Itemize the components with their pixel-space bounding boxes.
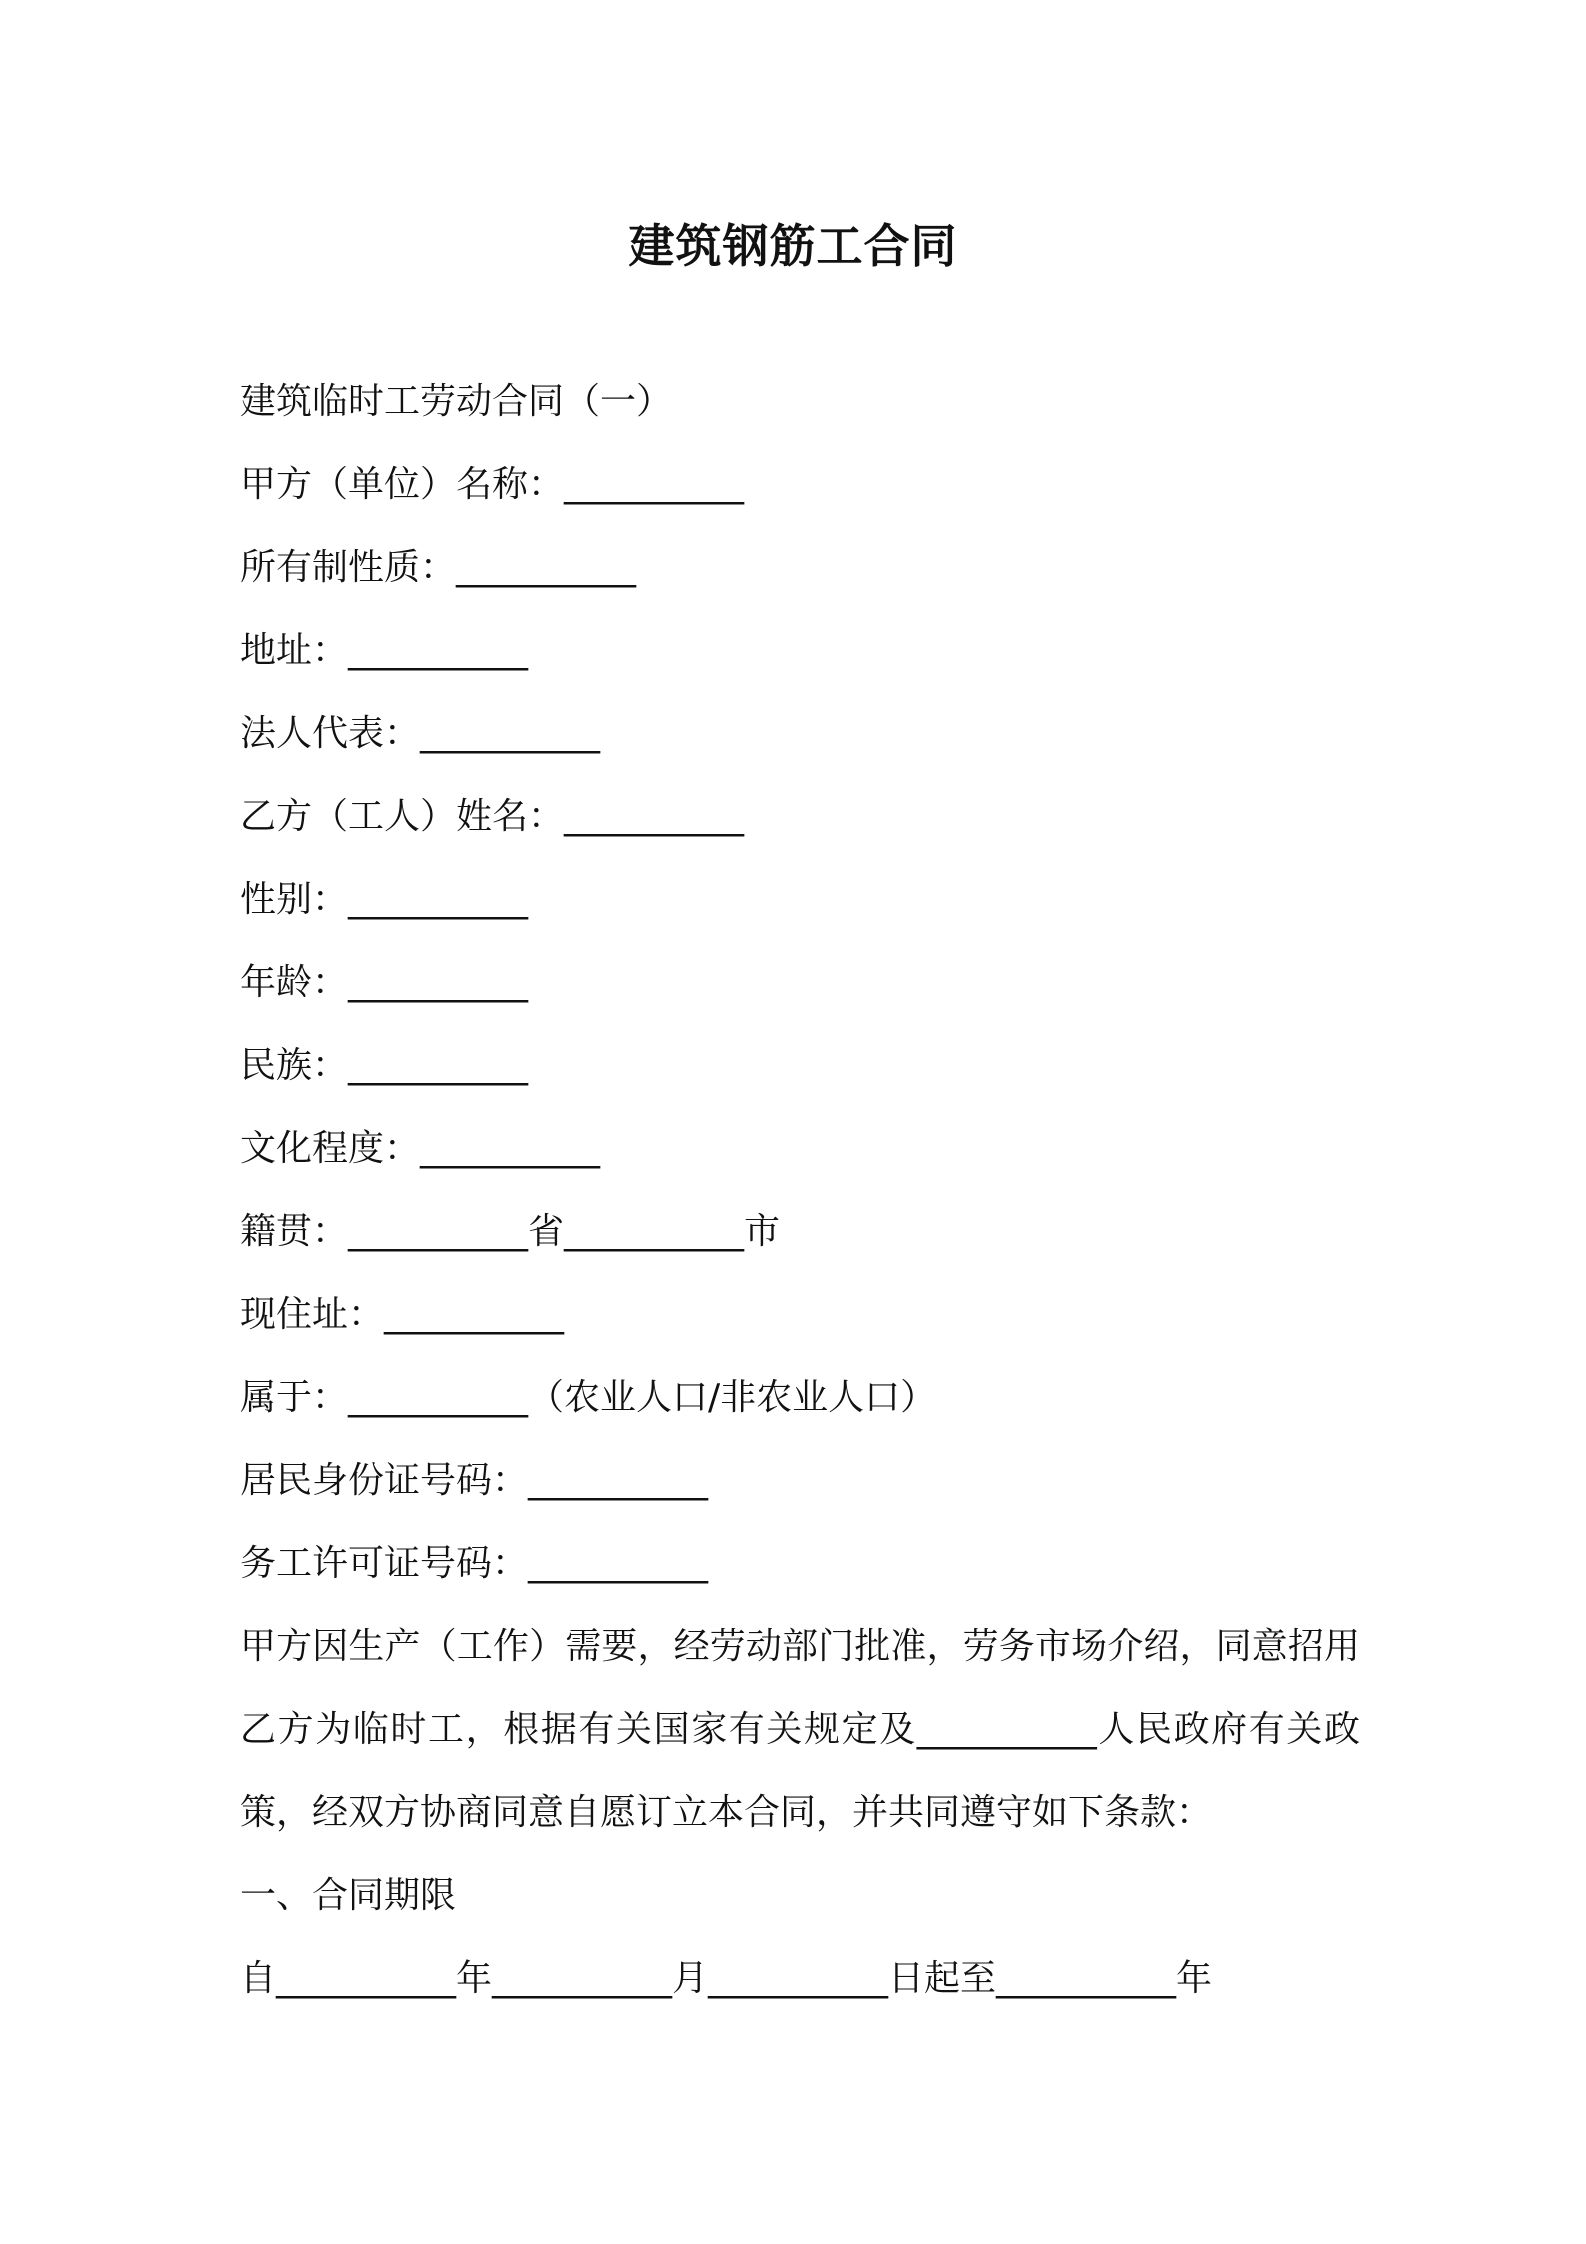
section-heading: 一、合同期限	[240, 1875, 457, 1916]
household-type-line: 属于：__________（农业人口/非农业人口）	[240, 1377, 937, 1418]
address-line: 地址：__________	[240, 630, 529, 671]
party-b-name-line: 乙方（工人）姓名：__________	[240, 796, 745, 837]
agreement-paragraph: 甲方因生产（工作）需要，经劳动部门批准，劳务市场介绍，同意招用乙方为临时工，根据有关国家有关规定及__________人民政府有关政策，经双方协商同意自愿订立本合同，并共同遵守如下条款：	[240, 1626, 1360, 1833]
contract-term-line: 自__________年__________月__________日起至__________年	[240, 1958, 1213, 1999]
gender-line: 性别：__________	[240, 879, 529, 920]
document-body	[240, 360, 1370, 2020]
education-line: 文化程度：__________	[240, 1128, 601, 1169]
age-line: 年龄：__________	[240, 962, 529, 1003]
native-place-line: 籍贯：__________省__________市	[240, 1211, 781, 1252]
work-permit-line: 务工许可证号码：__________	[240, 1543, 709, 1584]
legal-representative-line: 法人代表：__________	[240, 713, 601, 754]
ethnicity-line: 民族：__________	[240, 1045, 529, 1086]
current-address-line: 现住址：__________	[240, 1294, 565, 1335]
party-a-name-line: 甲方（单位）名称：__________	[240, 464, 745, 505]
id-number-line: 居民身份证号码：__________	[240, 1460, 709, 1501]
ownership-nature-line: 所有制性质：__________	[240, 547, 637, 588]
contract-subtitle: 建筑临时工劳动合同（一）	[240, 381, 673, 422]
document-title: 建筑钢筋工合同	[628, 219, 958, 273]
